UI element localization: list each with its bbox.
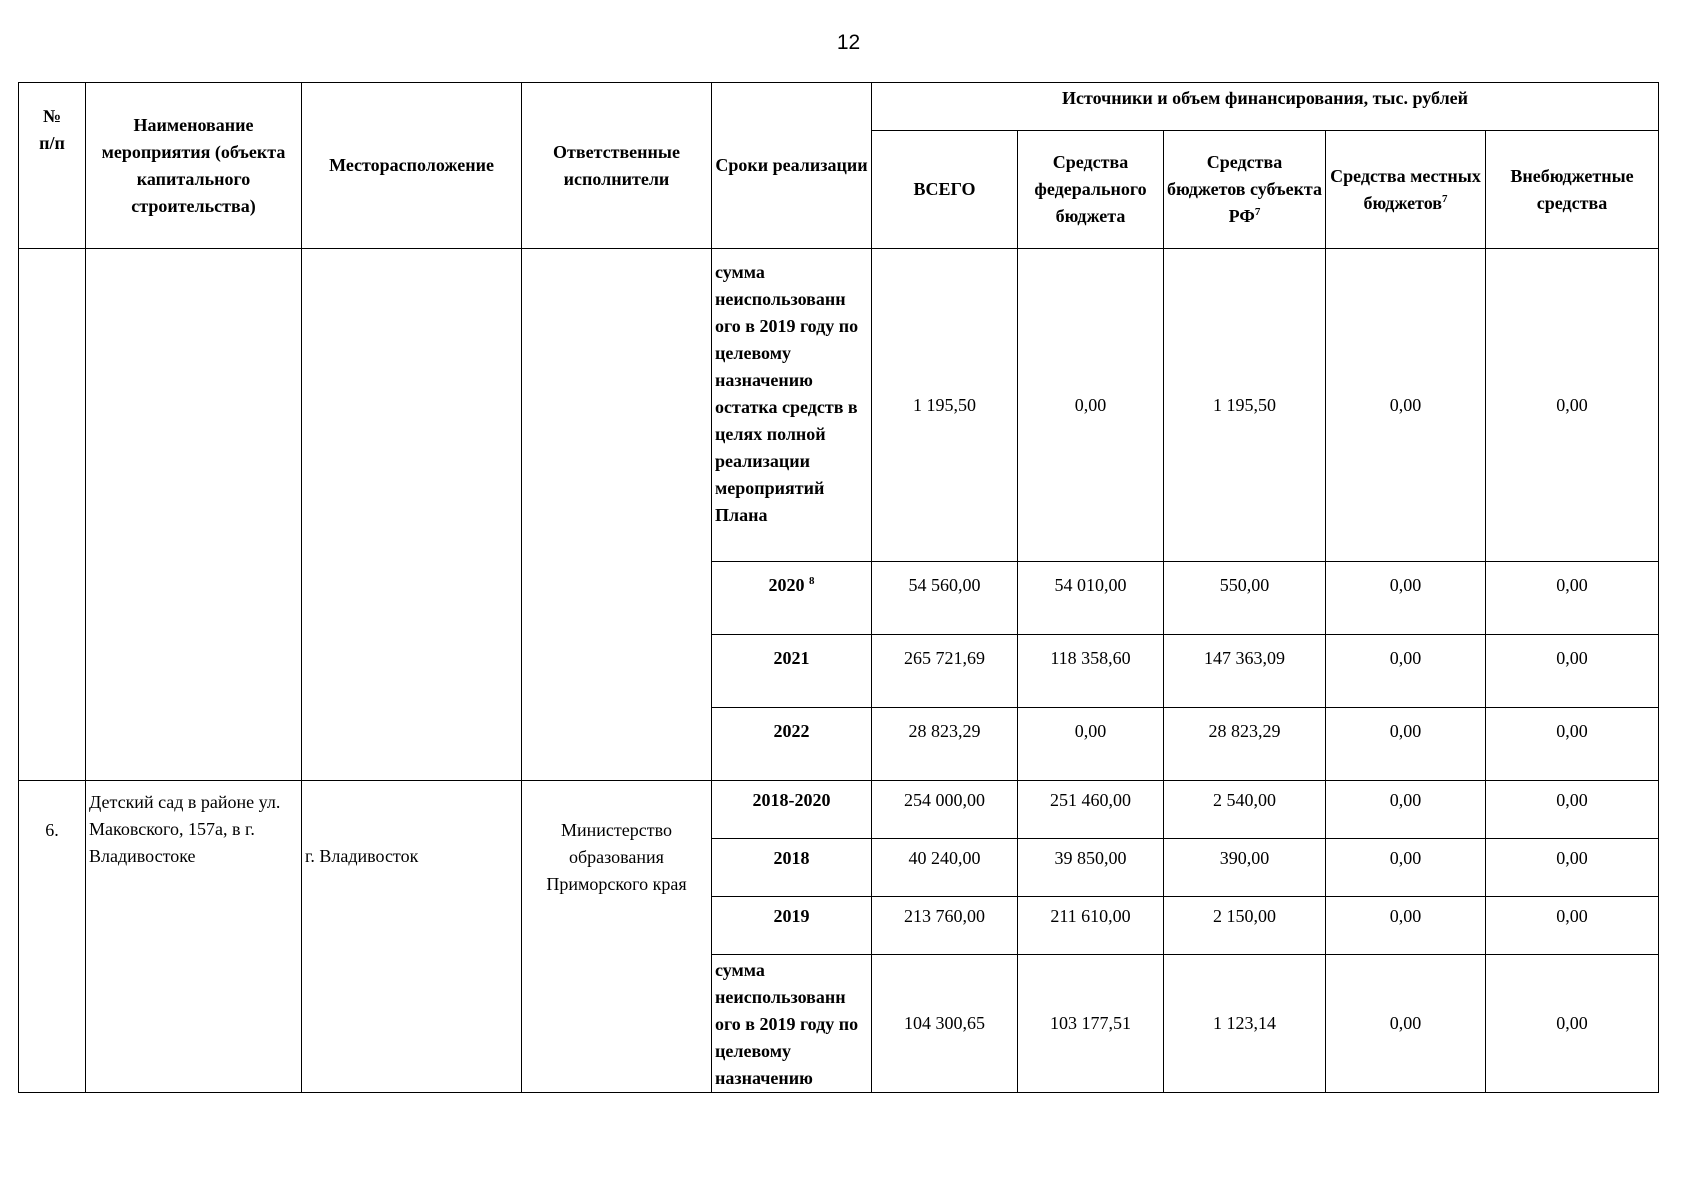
subject-cell: 2 540,00 xyxy=(1164,781,1326,839)
table-row xyxy=(19,781,1659,839)
financing-table xyxy=(18,82,1659,1093)
header-num-sign: № xyxy=(42,106,62,126)
item-location: г. Владивосток xyxy=(302,781,522,1093)
extra-cell: 0,00 xyxy=(1486,562,1659,635)
period-footnote: 8 xyxy=(809,575,815,587)
local-cell: 0,00 xyxy=(1326,839,1486,897)
cont-location-cell xyxy=(302,249,522,781)
total-cell: 54 560,00 xyxy=(872,562,1018,635)
federal-cell: 0,00 xyxy=(1018,708,1164,781)
subject-cell: 1 123,14 xyxy=(1164,955,1326,1093)
period-cell: 2018 xyxy=(712,839,872,897)
federal-cell: 54 010,00 xyxy=(1018,562,1164,635)
header-location: Месторасположение xyxy=(302,83,522,249)
header-responsible: Ответственные исполнители xyxy=(522,83,712,249)
federal-cell: 251 460,00 xyxy=(1018,781,1164,839)
federal-cell: 103 177,51 xyxy=(1018,955,1164,1093)
page-number: 12 xyxy=(836,31,861,54)
local-cell: 0,00 xyxy=(1326,562,1486,635)
period-cell xyxy=(712,562,872,635)
table-row xyxy=(19,249,1659,562)
federal-cell: 211 610,00 xyxy=(1018,897,1164,955)
header-num-pp: п/п xyxy=(39,133,65,153)
header-subject-label: Средства бюджетов субъекта РФ xyxy=(1167,152,1322,226)
federal-cell: 39 850,00 xyxy=(1018,839,1164,897)
subject-cell: 28 823,29 xyxy=(1164,708,1326,781)
local-cell: 0,00 xyxy=(1326,897,1486,955)
extra-cell: 0,00 xyxy=(1486,708,1659,781)
total-cell: 254 000,00 xyxy=(872,781,1018,839)
federal-cell: 118 358,60 xyxy=(1018,635,1164,708)
extra-cell: 0,00 xyxy=(1486,781,1659,839)
subject-cell: 2 150,00 xyxy=(1164,897,1326,955)
header-sources: Источники и объем финансирования, тыс. рублей xyxy=(872,83,1659,131)
header-name: Наименование мероприятия (объекта капитального строительства) xyxy=(86,83,302,249)
header-num xyxy=(19,83,86,249)
period-cell: 2019 xyxy=(712,897,872,955)
total-cell: 28 823,29 xyxy=(872,708,1018,781)
header-period: Сроки реализации xyxy=(712,83,872,249)
period-cell: сумма неиспользованн ого в 2019 году по целевому назначению остатка средств в целях полной реализации мероприятий Плана xyxy=(712,249,872,562)
header-local-footnote: 7 xyxy=(1442,192,1448,205)
period-year-label: 2020 xyxy=(768,575,805,595)
period-cell: 2021 xyxy=(712,635,872,708)
cont-name-cell xyxy=(86,249,302,781)
local-cell: 0,00 xyxy=(1326,708,1486,781)
subject-cell: 147 363,09 xyxy=(1164,635,1326,708)
period-cell: 2018-2020 xyxy=(712,781,872,839)
total-cell: 213 760,00 xyxy=(872,897,1018,955)
total-cell: 1 195,50 xyxy=(872,249,1018,562)
item-responsible: Министерство образования Приморского края xyxy=(522,781,712,1093)
extra-cell: 0,00 xyxy=(1486,839,1659,897)
total-cell: 265 721,69 xyxy=(872,635,1018,708)
header-extra: Внебюджетные средства xyxy=(1486,131,1659,249)
subject-cell: 1 195,50 xyxy=(1164,249,1326,562)
local-cell: 0,00 xyxy=(1326,955,1486,1093)
federal-cell: 0,00 xyxy=(1018,249,1164,562)
item-name: Детский сад в районе ул. Маковского, 157а, в г. Владивостоке xyxy=(86,781,302,1093)
cont-num-cell xyxy=(19,249,86,781)
extra-cell: 0,00 xyxy=(1486,635,1659,708)
local-cell: 0,00 xyxy=(1326,635,1486,708)
subject-cell: 390,00 xyxy=(1164,839,1326,897)
extra-cell: 0,00 xyxy=(1486,249,1659,562)
local-cell: 0,00 xyxy=(1326,781,1486,839)
header-subject-footnote: 7 xyxy=(1254,206,1261,218)
header-subject xyxy=(1164,131,1326,249)
extra-cell: 0,00 xyxy=(1486,955,1659,1093)
period-cell: 2022 xyxy=(712,708,872,781)
period-cell: сумма неиспользованн ого в 2019 году по целевому назначению xyxy=(712,955,872,1093)
header-local xyxy=(1326,131,1486,249)
local-cell: 0,00 xyxy=(1326,249,1486,562)
header-total: ВСЕГО xyxy=(872,131,1018,249)
total-cell: 104 300,65 xyxy=(872,955,1018,1093)
subject-cell: 550,00 xyxy=(1164,562,1326,635)
extra-cell: 0,00 xyxy=(1486,897,1659,955)
total-cell: 40 240,00 xyxy=(872,839,1018,897)
cont-responsible-cell xyxy=(522,249,712,781)
header-local-label: Средства местных бюджетов xyxy=(1330,165,1481,213)
header-federal: Средства федерального бюджета xyxy=(1018,131,1164,249)
item-num: 6. xyxy=(19,781,86,1093)
